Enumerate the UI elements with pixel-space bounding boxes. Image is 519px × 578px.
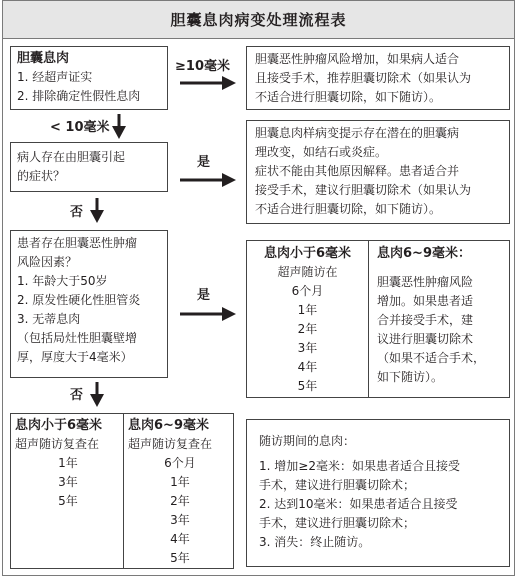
followup-line-4: 手术，建议进行胆囊切除术； — [259, 516, 416, 530]
arrow-down-no-symptom — [88, 198, 106, 224]
result-ge10-line-2: 且接受手术，推荐胆囊切除术（如果认为 — [255, 71, 472, 85]
arrow-right-yes-risk — [180, 305, 238, 323]
risk-mid-line-1: 胆囊恶性肿瘤风险 — [377, 275, 474, 289]
result-box-symptom — [246, 120, 510, 224]
risk-small-sub: 超声随访在 — [277, 265, 338, 279]
result-box-ge10 — [246, 46, 510, 110]
no-risk-followup-divider — [123, 414, 124, 568]
arrow-right-ge10 — [180, 74, 238, 92]
polyp-line-2: 2. 排除确定性假性息肉 — [17, 89, 141, 103]
result-ge10-line-1: 胆囊恶性肿瘤风险增加，如果病人适合 — [255, 52, 460, 66]
label-lt10mm: < 10毫米 — [50, 120, 110, 135]
polyp-start-box — [10, 46, 168, 110]
risk-line-6: （包括局灶性胆囊壁增 — [17, 331, 138, 345]
risk-line-4: 2. 原发性硬化性胆管炎 — [17, 293, 141, 307]
label-ge10mm: ≥10毫米 — [175, 59, 230, 74]
no-risk-mid-item-5: 4年 — [170, 532, 190, 546]
no-risk-mid-item-1: 6个月 — [164, 456, 196, 470]
risk-followup-box — [246, 240, 510, 398]
no-risk-mid-item-4: 3年 — [170, 513, 190, 527]
risk-mid-line-3: 合并接受手术，建 — [377, 313, 474, 327]
no-risk-followup-box — [10, 413, 234, 569]
risk-followup-divider — [368, 241, 369, 397]
label-yes-risk: 是 — [197, 288, 211, 303]
label-yes-symptom: 是 — [197, 155, 211, 170]
followup-line-3: 2. 达到10毫米：如果患者适合且接受 — [259, 497, 458, 511]
arrow-down-no-risk — [88, 382, 106, 408]
followup-line-1: 1. 增加≥2毫米：如果患者适合且接受 — [259, 459, 460, 473]
result-ge10-line-3: 不适合进行胆囊切除，如下随访）。 — [255, 90, 442, 104]
no-risk-small-item-2: 3年 — [58, 475, 78, 489]
symptom-line-2: 的症状？ — [17, 169, 66, 183]
risk-mid-line-5: （如果不适合手术， — [377, 351, 486, 365]
result-symptom-line-2: 理改变，如结石或炎症。 — [255, 145, 388, 159]
polyp-heading: 胆囊息肉 — [17, 51, 70, 66]
risk-line-2: 风险因素？ — [17, 255, 78, 269]
followup-heading: 随访期间的息肉： — [259, 434, 356, 448]
symptom-question-box — [10, 142, 168, 192]
symptom-line-1: 病人存在由胆囊引起 — [17, 150, 126, 164]
no-risk-mid-item-2: 1年 — [170, 475, 190, 489]
risk-small-item-5: 4年 — [297, 360, 318, 374]
result-symptom-line-5: 不适合进行胆囊切除，如下随访）。 — [255, 202, 442, 216]
risk-small-item-2: 1年 — [297, 303, 318, 317]
arrow-right-yes-symptom — [180, 171, 238, 189]
no-risk-small-item-1: 1年 — [58, 456, 78, 470]
no-risk-small-item-3: 5年 — [58, 494, 78, 508]
followup-polyp-box — [246, 419, 510, 567]
risk-small-heading: 息肉小于6毫米 — [263, 246, 352, 261]
risk-mid-line-6: 如下随访）。 — [377, 370, 444, 384]
arrow-down-lt10 — [110, 114, 128, 140]
result-symptom-line-3: 症状不能由其他原因解释。患者适合并 — [255, 164, 460, 178]
risk-mid-line-2: 增加。如果患者适 — [377, 294, 474, 308]
no-risk-small-heading: 息肉小于6毫米 — [15, 418, 103, 433]
risk-small-item-1: 6个月 — [291, 284, 324, 298]
no-risk-mid-item-3: 2年 — [170, 494, 190, 508]
label-no-risk: 否 — [70, 388, 84, 403]
label-no-symptom: 否 — [70, 205, 84, 220]
no-risk-mid-heading: 息肉6~9毫米 — [128, 418, 209, 433]
risk-factor-box — [10, 230, 168, 378]
result-symptom-line-1: 胆囊息肉样病变提示存在潜在的胆囊病 — [255, 126, 460, 140]
risk-line-7: 厚，厚度大于4毫米） — [17, 350, 133, 364]
followup-line-2: 手术，建议进行胆囊切除术； — [259, 478, 416, 492]
followup-line-5: 3. 消失：终止随访。 — [259, 535, 371, 549]
risk-small-item-6: 5年 — [297, 379, 318, 393]
no-risk-mid-item-6: 5年 — [170, 551, 190, 565]
page-title: 胆囊息肉病变处理流程表 — [3, 1, 514, 39]
risk-small-item-4: 3年 — [297, 341, 318, 355]
no-risk-mid-sub: 超声随访复查在 — [128, 437, 213, 451]
polyp-line-1: 1. 经超声证实 — [17, 70, 93, 84]
risk-mid-heading: 息肉6~9毫米： — [377, 246, 471, 261]
result-symptom-line-4: 接受手术，建议行胆囊切除术（如果认为 — [255, 183, 472, 197]
risk-line-1: 患者存在胆囊恶性肿瘤 — [17, 236, 138, 250]
risk-line-5: 3. 无蒂息肉 — [17, 312, 81, 326]
risk-mid-line-4: 议进行胆囊切除术 — [377, 332, 474, 346]
risk-line-3: 1. 年龄大于50岁 — [17, 274, 108, 288]
no-risk-small-sub: 超声随访复查在 — [15, 437, 100, 451]
risk-small-item-3: 2年 — [297, 322, 318, 336]
